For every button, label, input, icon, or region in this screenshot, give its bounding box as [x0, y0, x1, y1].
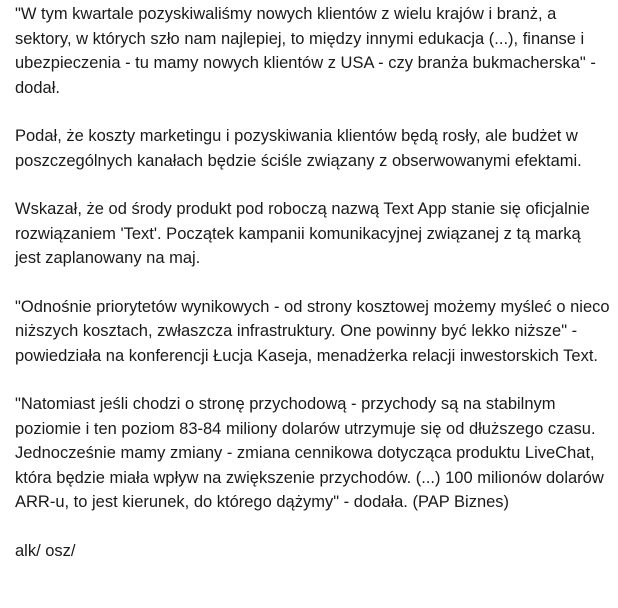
- article-paragraph-2: Podał, że koszty marketingu i pozyskiwania klientów będą rosły, ale budżet w poszczególnych kanałach będzie ściśle związany z obserwowanymi efektami.: [15, 127, 582, 170]
- article-paragraph-3: Wskazał, że od środy produkt pod roboczą nazwą Text App stanie się oficjalnie rozwiązaniem 'Text'. Początek kampanii komunikacyjnej związanej z tą marką jest zaplanowany na maj.: [15, 200, 590, 267]
- article-paragraph-1: "W tym kwartale pozyskiwaliśmy nowych klientów z wielu krajów i branż, a sektory, w których szło nam najlepiej, to między innymi edukacja (...), finanse i ubezpieczenia - tu mamy nowych klientów z USA - czy branża bukmacherska" - dodał.: [15, 5, 596, 97]
- article-paragraph-4: "Odnośnie priorytetów wynikowych - od strony kosztowej możemy myśleć o nieco niższych kosztach, zwłaszcza infrastruktury. One powinny być lekko niższe" - powiedziała na konferencji Łucja Kaseja, menadżerka relacji inwestorskich Text.: [15, 297, 610, 365]
- article-paragraph-5: "Natomiast jeśli chodzi o stronę przychodową - przychody są na stabilnym poziomie i ten poziom 83-84 miliony dolarów utrzymuje się od dłuższego czasu. Jednocześnie mamy zmiany - zmiana cennikowa dotycząca produktu LiveChat, która będzie miała wpływ na zwiększenie przychodów. (...) 100 milionów dolarów ARR-u, to jest kierunek, do którego dążymy" - dodała. (PAP Biznes): [15, 395, 604, 511]
- article-signature: alk/ osz/: [15, 541, 76, 560]
